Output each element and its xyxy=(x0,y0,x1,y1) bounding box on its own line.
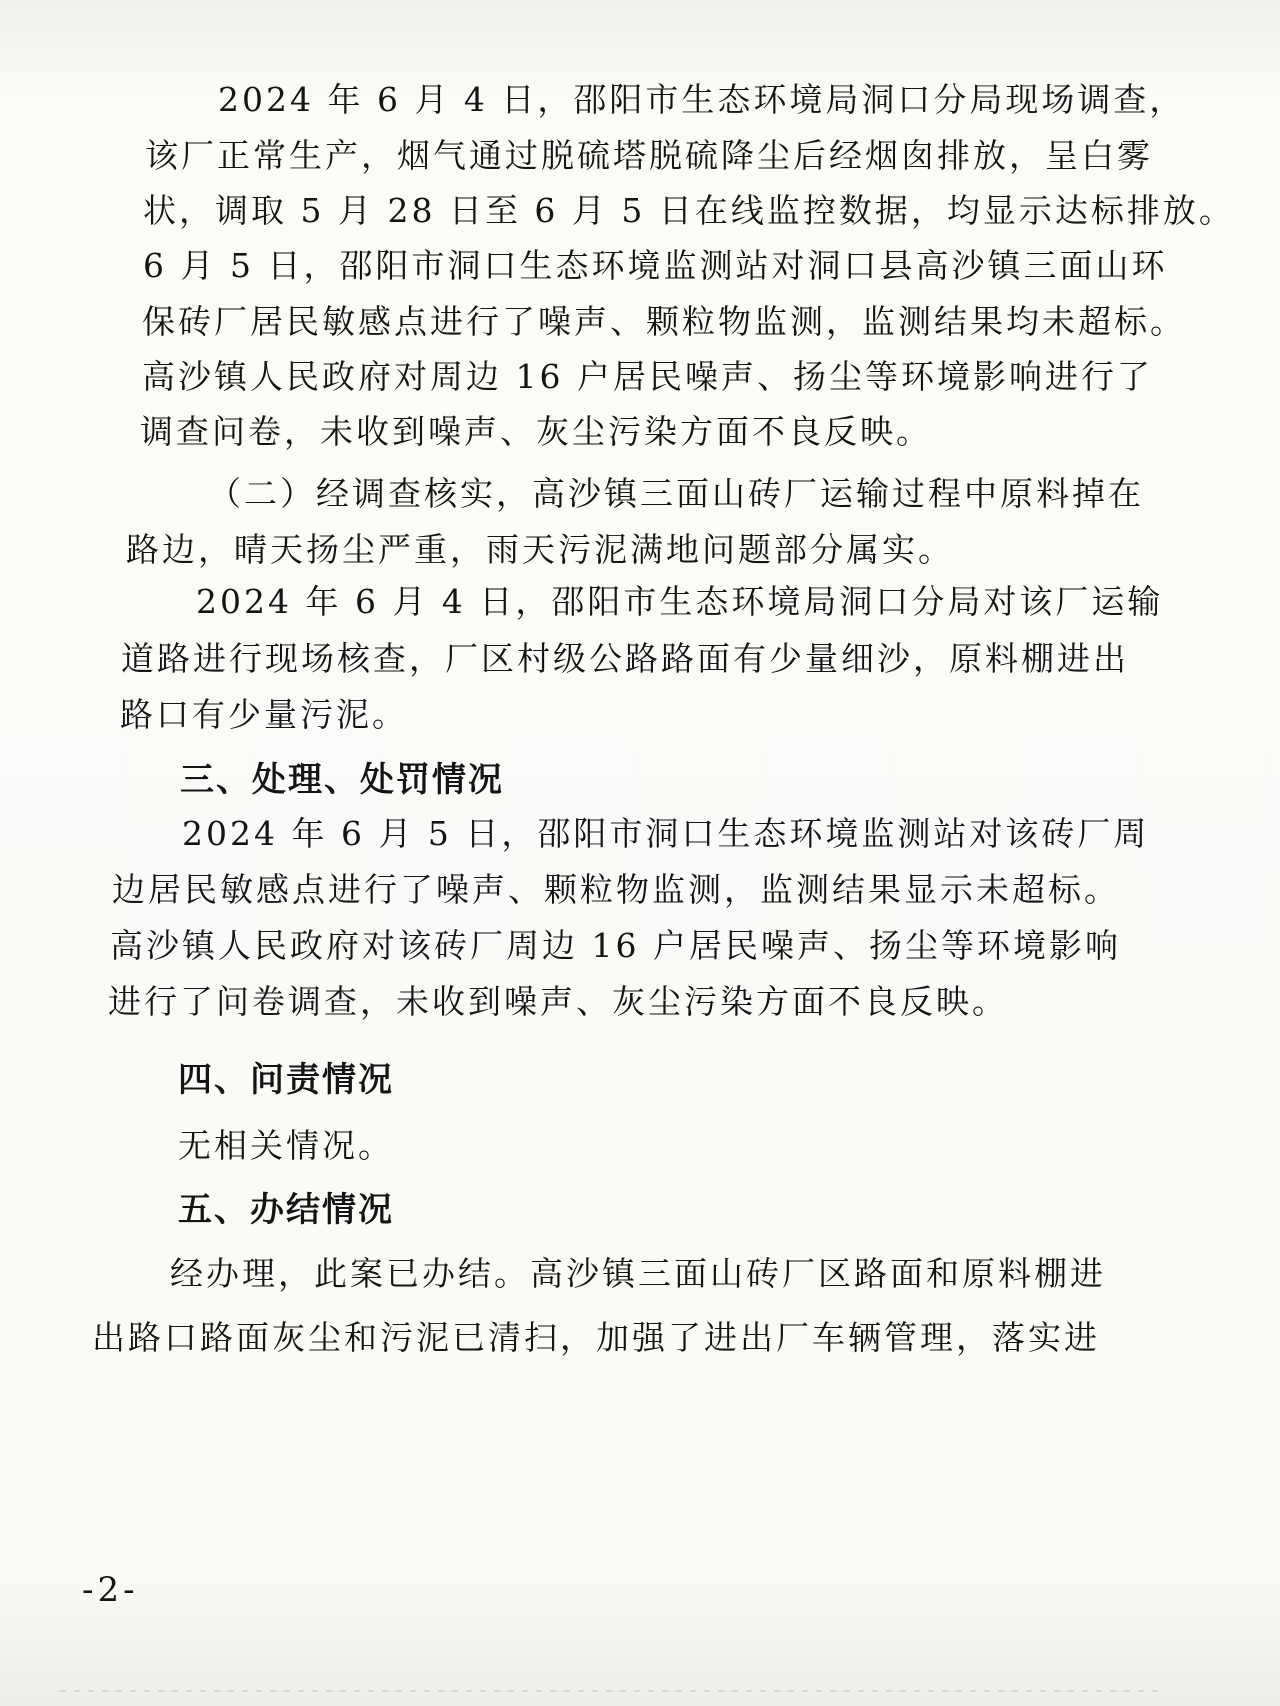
page-number: -2- xyxy=(82,1570,139,1610)
paragraph-line: 6 月 5 日，邵阳市洞口生态环境监测站对洞口县高沙镇三面山环 xyxy=(143,246,1168,285)
paragraph-line: 道路进行现场核查，厂区村级公路路面有少量细沙，原料棚进出 xyxy=(121,639,1129,678)
paragraph-line: 路口有少量污泥。 xyxy=(120,695,408,734)
paragraph-line: 路边，晴天扬尘严重，雨天污泥满地问题部分属实。 xyxy=(126,530,954,569)
paragraph-line: 高沙镇人民政府对周边 16 户居民噪声、扬尘等环境影响进行了 xyxy=(142,357,1153,396)
paragraph-line: 2024 年 6 月 4 日，邵阳市生态环境局洞口分局现场调查， xyxy=(218,80,1186,119)
paragraph-line: 该厂正常生产，烟气通过脱硫塔脱硫降尘后经烟囱排放，呈白雾 xyxy=(145,136,1153,175)
paragraph-line: 边居民敏感点进行了噪声、颗粒物监测，监测结果显示未超标。 xyxy=(112,870,1120,909)
paragraph-line: 出路口路面灰尘和污泥已清扫，加强了进出厂车辆管理，落实进 xyxy=(92,1318,1100,1357)
section-heading-4: 四、问责情况 xyxy=(178,1060,394,1100)
paragraph-line: 进行了问卷调查，未收到噪声、灰尘污染方面不良反映。 xyxy=(108,982,1008,1021)
paragraph-line: 状，调取 5 月 28 日至 6 月 5 日在线监控数据，均显示达标排放。 xyxy=(143,191,1235,230)
scan-edge-mark xyxy=(60,1690,1160,1692)
paragraph-line: 高沙镇人民政府对该砖厂周边 16 户居民噪声、扬尘等环境影响 xyxy=(110,926,1121,965)
paragraph-line: 2024 年 6 月 4 日，邵阳市生态环境局洞口分局对该厂运输 xyxy=(196,582,1164,621)
section-heading-3: 三、处理、处罚情况 xyxy=(180,760,504,800)
paragraph-line: 调查问卷，未收到噪声、灰尘污染方面不良反映。 xyxy=(140,412,932,451)
paragraph-line: 经办理，此案已办结。高沙镇三面山砖厂区路面和原料棚进 xyxy=(170,1254,1106,1293)
paragraph-line: 保砖厂居民敏感点进行了噪声、颗粒物监测，监测结果均未超标。 xyxy=(142,302,1186,341)
paragraph-line: 无相关情况。 xyxy=(178,1126,394,1165)
section-heading-5: 五、办结情况 xyxy=(178,1190,394,1230)
paragraph-line: 2024 年 6 月 5 日，邵阳市洞口生态环境监测站对该砖厂周 xyxy=(182,814,1150,853)
subsection-line: （二）经调查核实，高沙镇三面山砖厂运输过程中原料掉在 xyxy=(208,474,1144,513)
